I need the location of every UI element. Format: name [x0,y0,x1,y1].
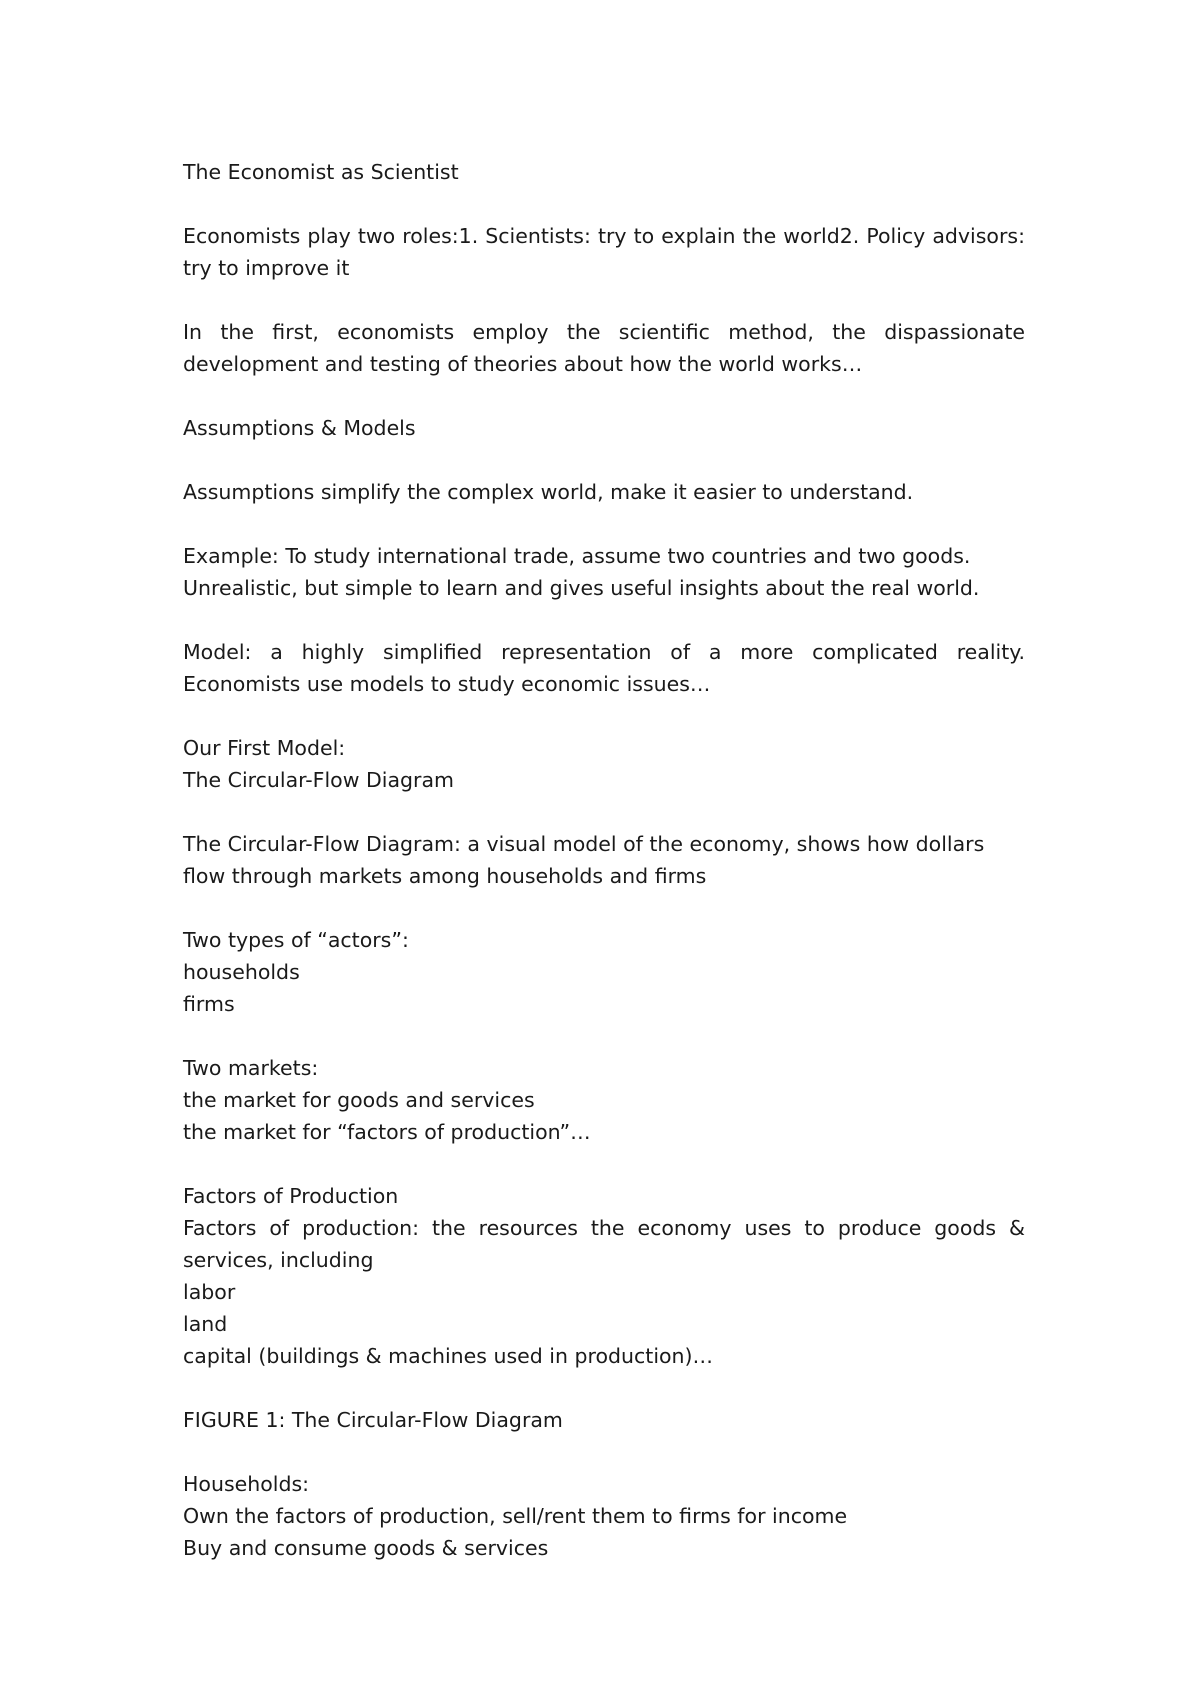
scientific-method-paragraph: In the first, economists employ the scientific method, the dispassionate development and testing of theories about how the world works… [183,320,1025,376]
list-item: land [183,1312,228,1336]
list-item: capital (buildings & machines used in production)… [183,1344,714,1368]
list-item: Own the factors of production, sell/rent them to firms for income [183,1504,848,1528]
list-item: the market for goods and services [183,1088,535,1112]
actors-section [183,924,1025,1020]
actors-heading: Two types of “actors”: [183,928,409,952]
assumptions-heading: Assumptions & Models [183,416,416,440]
model-paragraph: Model: a highly simplified representation of a more complicated reality. Economists use models to study economic issues… [183,640,1025,696]
example-paragraph: Example: To study international trade, assume two countries and two goods. Unrealistic, but simple to learn and gives useful insights about the real world. [183,544,980,600]
factors-definition: Factors of production: the resources the economy uses to produce goods & services, including [183,1216,1025,1272]
markets-section [183,1052,1025,1148]
first-model-heading: Our First Model: [183,736,346,760]
list-item: the market for “factors of production”… [183,1120,591,1144]
list-item: labor [183,1280,236,1304]
circular-flow-paragraph: The Circular-Flow Diagram: a visual model of the economy, shows how dollars flow through markets among households and firms [183,832,985,888]
assumptions-paragraph: Assumptions simplify the complex world, make it easier to understand. [183,480,914,504]
figure-caption: FIGURE 1: The Circular-Flow Diagram [183,1408,563,1432]
factors-heading: Factors of Production [183,1184,399,1208]
list-item: Buy and consume goods & services [183,1536,549,1560]
document-page [183,156,1025,1596]
factors-section [183,1180,1025,1372]
households-section [183,1468,1025,1564]
first-model-subheading: The Circular-Flow Diagram [183,768,454,792]
document-title: The Economist as Scientist [183,160,459,184]
households-heading: Households: [183,1472,310,1496]
first-model-section [183,732,1025,796]
roles-paragraph: Economists play two roles:1. Scientists: try to explain the world2. Policy advisors: try to improve it [183,224,1025,280]
list-item: firms [183,992,235,1016]
list-item: households [183,960,300,984]
markets-heading: Two markets: [183,1056,319,1080]
